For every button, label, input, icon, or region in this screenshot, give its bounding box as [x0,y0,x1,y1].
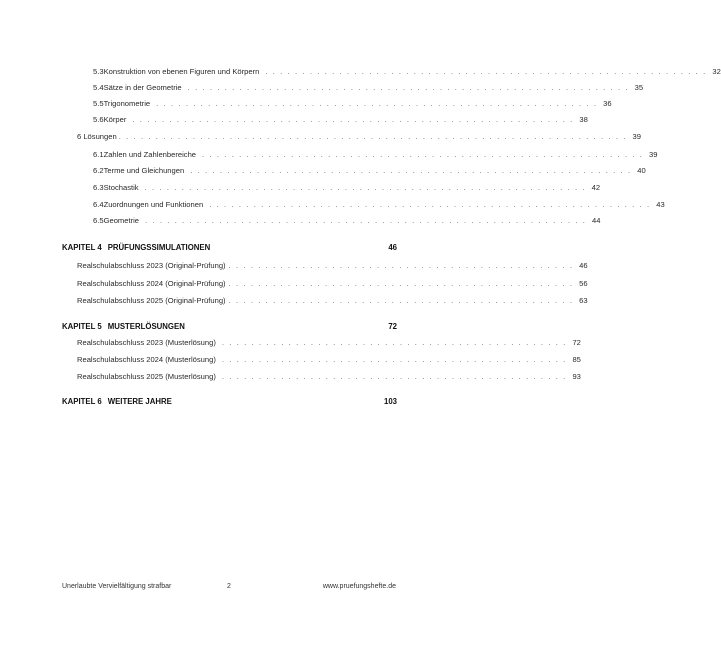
toc-entry-page: 44 [592,216,601,225]
dot-leader: . . . . . . . . . . . . . . . . . . . . . . . . . . . . . . . . . . . . . . . . . . . . . . . [221,372,567,381]
chapter-page: 46 [388,243,397,252]
toc-entry-label: Trigonometrie [103,99,151,108]
toc-entry-6-solutions[interactable] [77,132,641,142]
toc-entry-page: 46 [579,261,588,270]
toc-entry-label: Geometrie [103,216,140,225]
dot-leader: . . . . . . . . . . . . . . . . . . . . . . . . . . . . . . . . . . . . . . . . . . . . . . . [228,296,574,305]
toc-entry-5-6[interactable] [93,115,588,125]
footer-copyright-notice: Unerlaubte Vervielfältigung strafbar [62,583,172,590]
toc-entry-label: Realschulabschluss 2024 (Original-Prüfung) [77,279,226,288]
toc-entry-number: 5.6 [93,115,104,124]
toc-entry-label: Zuordnungen und Funktionen [103,200,204,209]
toc-entry-solution-2024[interactable] [77,355,581,365]
chapter-number: KAPITEL 4 [62,243,102,252]
dot-leader: . . . . . . . . . . . . . . . . . . . . . . . . . . . . . . . . . . . . . . . . . . . . . . . . . . . . . . . . . . . . [145,216,587,225]
toc-entry-page: 85 [572,355,581,364]
toc-entry-number: 6.5 [93,216,104,225]
toc-entry-label: 6 Lösungen [77,132,117,141]
toc-entry-page: 93 [572,372,581,381]
toc-entry-exam-2025[interactable] [77,296,588,306]
toc-entry-label: Realschulabschluss 2023 (Original-Prüfung) [77,261,226,270]
dot-leader: . . . . . . . . . . . . . . . . . . . . . . . . . . . . . . . . . . . . . . . . . . . . . . . . . . . . . . . . . . . . [190,166,632,175]
chapter-number: KAPITEL 5 [62,322,102,331]
toc-chapter-4[interactable] [62,243,397,253]
toc-entry-label: Realschulabschluss 2025 (Original-Prüfung) [77,296,226,305]
toc-entry-exam-2023[interactable] [77,261,588,271]
toc-chapter-5[interactable] [62,322,397,332]
toc-entry-label: Körper [103,115,127,124]
toc-entry-number: 6.4 [93,200,104,209]
toc-entry-page: 36 [603,99,612,108]
toc-entry-label: Sätze in der Geometrie [103,83,182,92]
chapter-title: PRÜFUNGSSIMULATIONEN [107,243,211,252]
dot-leader: . . . . . . . . . . . . . . . . . . . . . . . . . . . . . . . . . . . . . . . . . . . . . . . . . . . . . . . . . . . . [265,67,707,76]
dot-leader: . . . . . . . . . . . . . . . . . . . . . . . . . . . . . . . . . . . . . . . . . . . . . . . [228,279,574,288]
dot-leader: . . . . . . . . . . . . . . . . . . . . . . . . . . . . . . . . . . . . . . . . . . . . . . . . . . . . . . . . . . . . [132,115,574,124]
toc-entry-6-1[interactable] [93,150,658,160]
dot-leader: . . . . . . . . . . . . . . . . . . . . . . . . . . . . . . . . . . . . . . . . . . . . . . . . . . . . . . . . . . . . [156,99,598,108]
toc-entry-number: 6.1 [93,150,104,159]
toc-entry-page: 40 [637,166,646,175]
dot-leader: . . . . . . . . . . . . . . . . . . . . . . . . . . . . . . . . . . . . . . . . . . . . . . . . . . . . . . . . . . . . [202,150,644,159]
chapter-number: KAPITEL 6 [62,397,102,406]
chapter-page: 103 [383,397,397,406]
dot-leader: . . . . . . . . . . . . . . . . . . . . . . . . . . . . . . . . . . . . . . . . . . . . . . . [221,355,567,364]
toc-entry-number: 6.2 [93,166,104,175]
footer-website-link[interactable]: www.pruefungshefte.de [322,583,396,590]
toc-entry-page: 72 [572,338,581,347]
toc-entry-number: 6.3 [93,183,104,192]
toc-entry-label: Realschulabschluss 2024 (Musterlösung) [77,355,216,364]
toc-entry-page: 63 [579,296,588,305]
toc-entry-6-4[interactable] [93,200,665,210]
chapter-title: WEITERE JAHRE [107,397,172,406]
toc-entry-6-3[interactable] [93,183,601,193]
toc-entry-label: Terme und Gleichungen [103,166,185,175]
toc-entry-label: Stochastik [103,183,139,192]
toc-entry-page: 39 [649,150,658,159]
toc-entry-page: 56 [579,279,588,288]
dot-leader: . . . . . . . . . . . . . . . . . . . . . . . . . . . . . . . . . . . . . . . . . . . . . . . [221,338,567,347]
chapter-title: MUSTERLÖSUNGEN [107,322,185,331]
toc-entry-page: 43 [656,200,665,209]
toc-entry-page: 32 [712,67,721,76]
toc-entry-label: Konstruktion von ebenen Figuren und Körpern [103,67,260,76]
toc-entry-page: 42 [591,183,601,192]
toc-entry-page: 38 [579,115,588,124]
dot-leader: . . . . . . . . . . . . . . . . . . . . . . . . . . . . . . . . . . . . . . . . . . . . . . . . . . . . . . . . . . . . [144,183,587,192]
toc-entry-solution-2023[interactable] [77,338,581,348]
toc-entry-5-4[interactable] [93,83,644,93]
dot-leader: . . . . . . . . . . . . . . . . . . . . . . . . . . . . . . . . . . . . . . . . . . . . . . . . . . . . . . . . . . . . . . . . . . . . . [118,132,627,141]
toc-entry-exam-2024[interactable] [77,279,588,289]
toc-entry-page: 39 [632,132,641,141]
toc-entry-label: Zahlen und Zahlenbereiche [103,150,197,159]
footer-page-number: 2 [227,583,231,590]
toc-entry-5-3[interactable] [93,67,721,77]
dot-leader: . . . . . . . . . . . . . . . . . . . . . . . . . . . . . . . . . . . . . . . . . . . . . . . . . . . . . . . . . . . . [187,83,630,92]
dot-leader: . . . . . . . . . . . . . . . . . . . . . . . . . . . . . . . . . . . . . . . . . . . . . . . [228,261,574,270]
toc-entry-label: Realschulabschluss 2025 (Musterlösung) [77,372,216,381]
toc-entry-solution-2025[interactable] [77,372,581,382]
toc-entry-number: 5.3 [93,67,104,76]
dot-leader: . . . . . . . . . . . . . . . . . . . . . . . . . . . . . . . . . . . . . . . . . . . . . . . . . . . . . . . . . . . . [209,200,651,209]
toc-entry-label: Realschulabschluss 2023 (Musterlösung) [77,338,216,347]
toc-entry-5-5[interactable] [93,99,612,109]
toc-entry-number: 5.5 [93,99,104,108]
toc-chapter-6[interactable] [62,397,397,407]
toc-entry-page: 35 [634,83,644,92]
chapter-page: 72 [388,322,397,331]
toc-entry-6-2[interactable] [93,166,646,176]
toc-entry-6-5[interactable] [93,216,601,226]
toc-entry-number: 5.4 [93,83,104,92]
